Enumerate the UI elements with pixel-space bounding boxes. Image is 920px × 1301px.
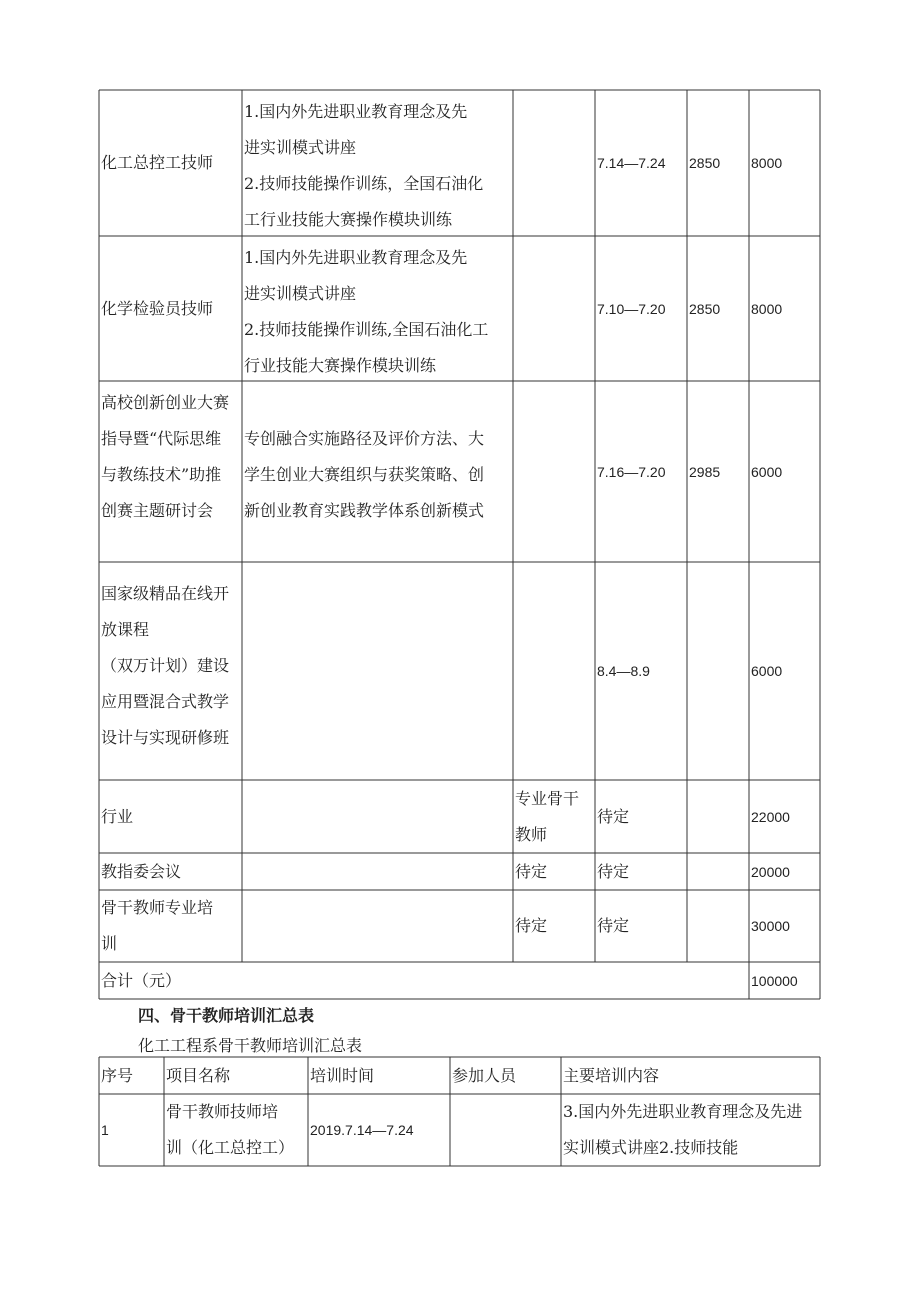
row3-count: 2985: [689, 463, 721, 480]
row1-project: 化工总控工技师: [101, 153, 214, 172]
row2-project: 化学检验员技师: [101, 298, 214, 318]
section-title: 四、骨干教师培训汇总表: [138, 1006, 315, 1025]
row6-project: 教指委会议: [101, 861, 182, 881]
table2-row1-no: 1: [101, 1122, 109, 1138]
row4-time: 8.4—8.9: [597, 663, 650, 679]
row2-time: 7.10—7.20: [597, 300, 666, 317]
table2-row1-time: 2019.7.14—7.24: [310, 1122, 414, 1138]
row6-time: 待定: [597, 861, 630, 881]
row7-amount: 30000: [751, 918, 790, 934]
total-value: 100000: [751, 972, 798, 989]
row1-count: 2850: [689, 155, 721, 171]
row4-project: 国家级精品在线开 放课程 （双万计划）建设 应用暨混合式教学 设计与实现研修班: [101, 584, 230, 747]
row1-amount: 8000: [751, 155, 783, 171]
row3-content: 专创融合实施路径及评价方法、大 学生创业大赛组织与获奖策略、创 新创业教育实践教学体系创新模式: [244, 429, 485, 520]
row2-count: 2850: [689, 300, 721, 317]
row1-content: 1.国内外先进职业教育理念及先 进实训模式讲座 2.技师技能操作训练，全国石油化 工行业技能大赛操作模块训练: [244, 102, 484, 229]
total-label: 合计（元）: [101, 970, 182, 990]
table2-row1-name: 骨干教师技师培 训（化工总控工）: [166, 1102, 295, 1157]
row6-amount: 20000: [751, 863, 790, 880]
row7-project: 骨干教师专业培 训: [101, 898, 214, 953]
table2-subtitle: 化工工程系骨干教师培训汇总表: [138, 1036, 363, 1055]
row5-amount: 22000: [751, 808, 790, 825]
row2-content: 1.国内外先进职业教育理念及先 进实训模式讲座 2.技师技能操作训练,全国石油化工 行业技能大赛操作模块训练: [244, 248, 489, 375]
row7-time: 待定: [597, 916, 630, 935]
table2-header-time: 培训时间: [310, 1065, 375, 1085]
row5-participants: 专业骨干 教师: [515, 789, 580, 844]
row5-time: 待定: [597, 806, 630, 826]
table2-header-no: 序号: [101, 1065, 134, 1085]
row3-amount: 6000: [751, 463, 783, 480]
table2-header-participants: 参加人员: [452, 1065, 517, 1085]
table2-header-content: 主要培训内容: [563, 1065, 660, 1085]
row5-project: 行业: [101, 806, 134, 826]
table2-row1-content: 3.国内外先进职业教育理念及先进 实训模式讲座2.技师技能: [563, 1102, 803, 1157]
row6-participants: 待定: [515, 861, 548, 881]
row4-amount: 6000: [751, 663, 783, 679]
row1-time: 7.14—7.24: [597, 155, 666, 171]
row2-amount: 8000: [751, 300, 783, 317]
table2-header-name: 项目名称: [166, 1065, 231, 1085]
table2-row1-participants: [452, 1094, 560, 1166]
row7-participants: 待定: [515, 916, 548, 935]
row3-time: 7.16—7.20: [597, 463, 666, 480]
row3-project: 高校创新创业大赛 指导暨“代际思维 与教练技术”助推 创赛主题研讨会: [101, 393, 230, 520]
